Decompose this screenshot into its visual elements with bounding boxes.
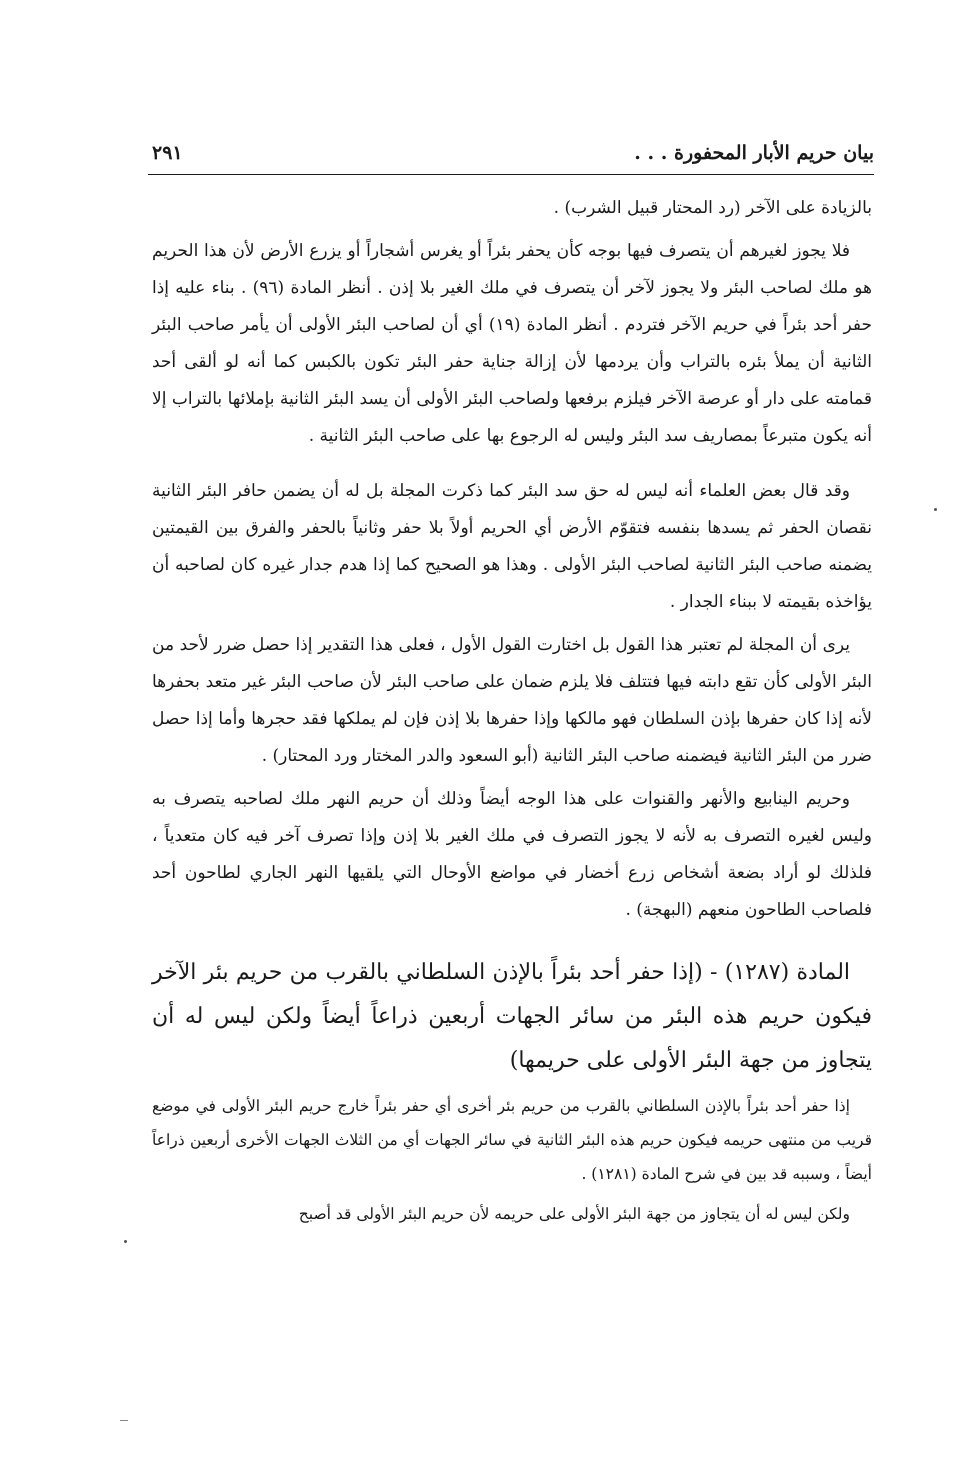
commentary-paragraph: إذا حفر أحد بئراً بالإذن السلطاني بالقرب من حريم بئر أخرى أي حفر بئراً خارج حريم البئر الأولى في موضع قريب من منتهى حريمه فيكون حريم هذه البئر الثانية في سائر الجهات أي من الثلاث الجهات الأخرى أربعين ذراعاً أيضاً ، وسببه قد بين في شرح المادة (١٢٨١) . — [152, 1097, 872, 1183]
paragraph-majalla-view: يرى أن المجلة لم تعتبر هذا القول بل اختارت القول الأول ، فعلى هذا التقدير إذا حصل ضرر لأحد من البئر الأولى كأن تقع دابته فيها فتتلف فلا يلزم ضمان على صاحب البئر لأن صاحب البئر غير متعد بحفرها لأنه إذا كان حفرها بإذن السلطان فهو مالكها وإذا حفرها بلا إذن فإن لم يملكها فقد حجرها وأما إذا حصل ضرر من البئر الثانية فيضمنه صاحب البئر الثانية (أبو السعود والدر المختار ورد المحتار) . — [152, 635, 872, 766]
margin-mark — [934, 508, 937, 511]
paragraph-scholars-opinion: وقد قال بعض العلماء أنه ليس له حق سد البئر كما ذكرت المجلة بل له أن يضمن حافر البئر الثانية نقصان الحفر ثم يسدها بنفسه فتقوّم الأرض أي الحريم أولاً بلا حفر وثانياً بالحفر والفرق بين القيمتين يضمنه صاحب البئر الثانية لصاحب البئر الأولى . وهذا هو الصحيح كما إذا هدم جدار غيره كان لصاحبه أن يؤاخذه بقيمته لا ببناء الجدار . — [152, 481, 872, 612]
margin-mark — [124, 1240, 127, 1243]
paragraph-continuation: بالزيادة على الآخر (رد المحتار قبيل الشرب) . — [553, 198, 872, 218]
page-number: ٢٩١ — [152, 142, 183, 164]
paragraph-well-owner-rights: فلا يجوز لغيرهم أن يتصرف فيها بوجه كأن يحفر بئراً أو يغرس أشجاراً أو يزرع الأرض لأن هذا الحريم هو ملك لصاحب البئر ولا يجوز لآخر أن يتصرف في ملك الغير بلا إذن . أنظر المادة (٩٦) . بناء عليه إذا حفر أحد بئراً في حريم الآخر فتردم . أنظر المادة (١٩) أي أن لصاحب البئر الأولى أن يأمر صاحب البئر الثانية أن يملأ بئره بالتراب وأن يردمها لأن إزالة جناية حفر البئر تكون بالكبس كما أنه لو ألقى أحد قمامته على دار أو عرصة الآخر فيلزم برفعها ولصاحب البئر الأولى أن يسد البئر الثانية بإملائها بالتراب إلا أنه يكون متبرعاً بمصاريف سد البئر وليس له الرجوع بها على صاحب البئر الثانية . — [152, 241, 872, 446]
running-header — [148, 138, 874, 174]
main-text — [152, 190, 872, 1231]
header-divider — [148, 174, 874, 175]
page-edge-mark — [120, 1420, 128, 1421]
article-1287: المادة (١٢٨٧) - (إذا حفر أحد بئراً بالإذن السلطاني بالقرب من حريم بئر الآخر فيكون حريم هذه البئر من سائر الجهات أربعين ذراعاً أيضاً ولكن ليس له أن يتجاوز من جهة البئر الأولى على حريمها) — [152, 960, 872, 1073]
running-header-title: بيان حريم الأبار المحفورة . . . — [634, 142, 874, 164]
commentary-paragraph-continued: ولكن ليس له أن يتجاوز من جهة البئر الأولى على حريمه لأن حريم البئر الأولى قد أصبح — [298, 1205, 850, 1223]
paragraph-springs-rivers: وحريم الينابيع والأنهر والقنوات على هذا الوجه أيضاً وذلك أن حريم النهر ملك لصاحبه يتصرف به وليس لغيره التصرف به لأنه لا يجوز التصرف في ملك الغير بلا إذن وإذا تصرف آخر فيه كان متعدياً ، فلذلك لو أراد بضعة أشخاص زرع أخضار في مواضع الأوحال التي يلقيها النهر الجاري لطاحون أحد فلصاحب الطاحون منعهم (البهجة) . — [152, 789, 872, 920]
